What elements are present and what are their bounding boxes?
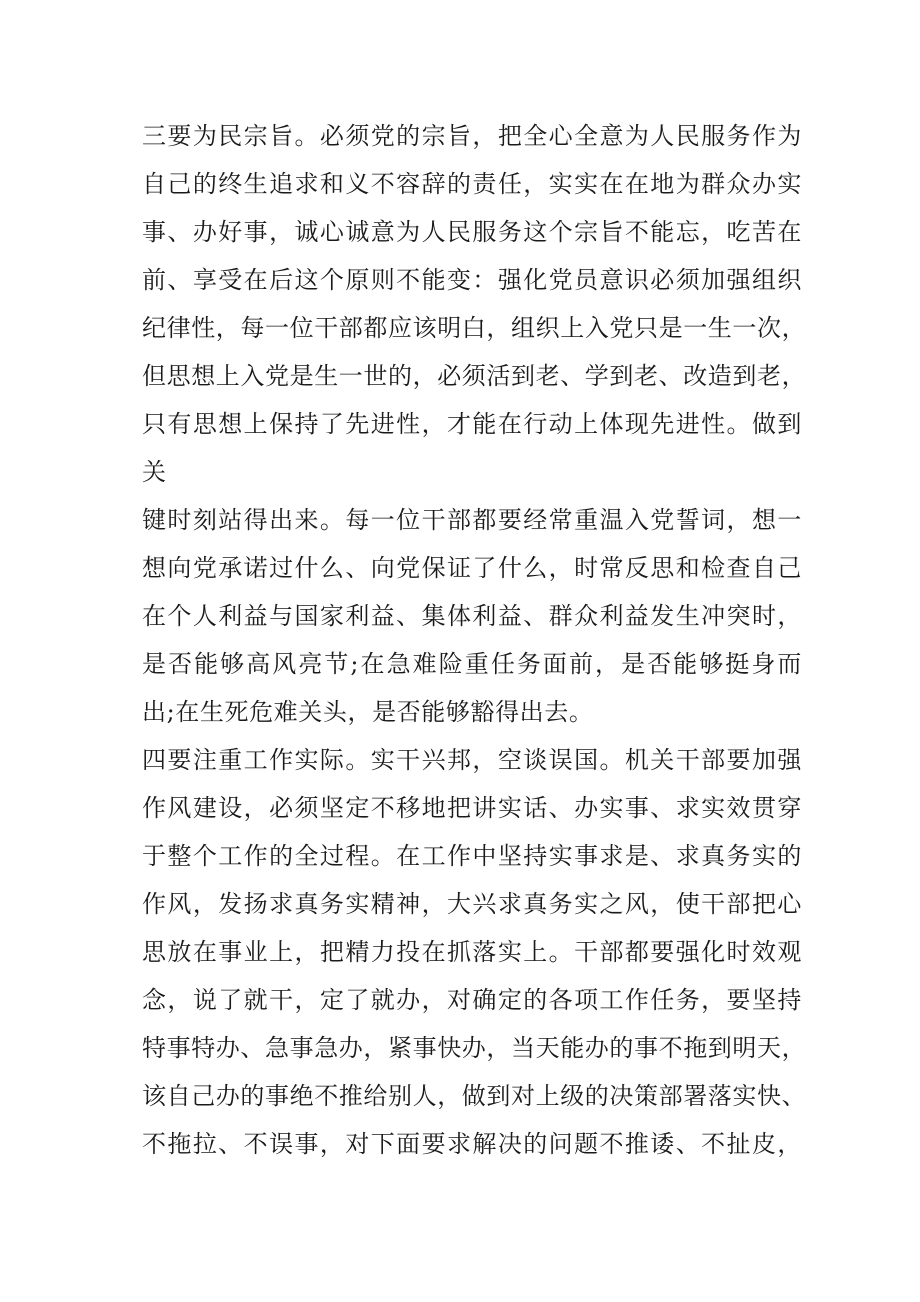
text-line: 纪律性，每一位干部都应该明白，组织上入党只是一生一次，: [142, 314, 807, 342]
text-line: 自己的终生追求和义不容辞的责任，实实在在地为群众办实: [142, 170, 802, 198]
text-line: 不拖拉、不误事，对下面要求解决的问题不推诿、不扯皮，: [142, 1130, 802, 1158]
text-line: 是否能够高风亮节;在急难险重任务面前，是否能够挺身而: [142, 650, 802, 678]
text-line: 出;在生死危难关头，是否能够豁得出去。: [142, 698, 594, 726]
text-line: 前、享受在后这个原则不能变：强化党员意识必须加强组织: [142, 266, 802, 294]
text-line: 想向党承诺过什么、向党保证了什么，时常反思和检查自己: [142, 554, 802, 582]
text-line: 三要为民宗旨。必须党的宗旨，把全心全意为人民服务作为: [142, 122, 802, 150]
text-line: 作风，发扬求真务实精神，大兴求真务实之风，使干部把心: [142, 890, 802, 918]
text-line: 事、办好事，诚心诚意为人民服务这个宗旨不能忘，吃苦在: [142, 218, 802, 246]
text-line: 只有思想上保持了先进性，才能在行动上体现先进性。做到: [142, 410, 802, 438]
text-line: 在个人利益与国家利益、集体利益、群众利益发生冲突时，: [142, 602, 802, 630]
text-line: 作风建设，必须坚定不移地把讲实话、办实事、求实效贯穿: [142, 794, 802, 822]
text-line: 键时刻站得出来。每一位干部都要经常重温入党誓词，想一: [142, 506, 802, 534]
text-line: 思放在事业上，把精力投在抓落实上。干部都要强化时效观: [142, 938, 802, 966]
text-line: 关: [142, 458, 167, 486]
text-line: 念，说了就干，定了就办，对确定的各项工作任务，要坚持: [142, 986, 802, 1014]
text-line: 该自己办的事绝不推给别人，做到对上级的决策部署落实快、: [142, 1082, 807, 1110]
document-body: [142, 112, 807, 1168]
text-line: 但思想上入党是生一世的，必须活到老、学到老、改造到老，: [142, 362, 807, 390]
text-line: 四要注重工作实际。实干兴邦，空谈误国。机关干部要加强: [142, 746, 802, 774]
text-line: 于整个工作的全过程。在工作中坚持实事求是、求真务实的: [142, 842, 802, 870]
text-line: 特事特办、急事急办，紧事快办，当天能办的事不拖到明天，: [142, 1034, 807, 1062]
